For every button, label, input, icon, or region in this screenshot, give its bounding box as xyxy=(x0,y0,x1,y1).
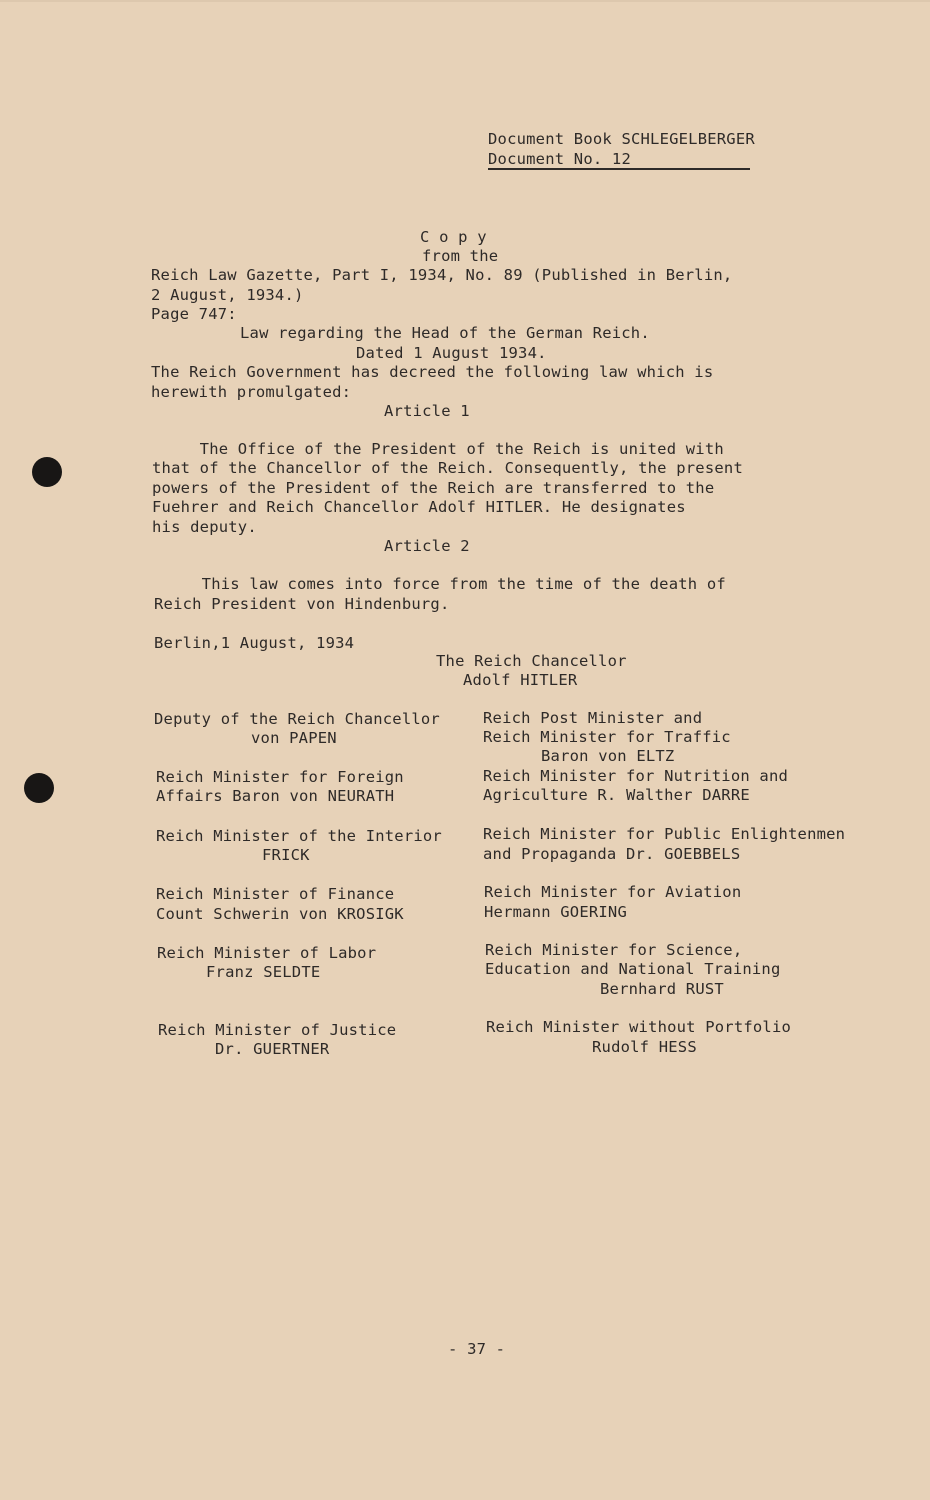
punch-hole-bottom xyxy=(24,773,54,803)
signatory-right-title: Reich Minister without Portfolio xyxy=(486,1018,792,1036)
law-preamble-2: herewith promulgated: xyxy=(151,383,352,401)
signatory-left-title: Reich Minister of Labor xyxy=(157,944,377,962)
signatory-left-title: Reich Minister of Justice xyxy=(158,1021,397,1039)
copy-subtitle: from the xyxy=(422,247,499,265)
signatory-left-name: Franz SELDTE xyxy=(206,963,321,981)
signatory-right-title: Reich Post Minister and xyxy=(483,709,703,727)
signatory-left-title: Deputy of the Reich Chancellor xyxy=(154,710,440,728)
article-1-line: Fuehrer and Reich Chancellor Adolf HITLER. He designates xyxy=(152,498,686,516)
signatory-left-title: Reich Minister of Finance xyxy=(156,885,395,903)
page-number: - 37 - xyxy=(448,1340,506,1358)
chancellor-title: The Reich Chancellor xyxy=(436,652,627,670)
signatory-left-name: Count Schwerin von KROSIGK xyxy=(156,905,404,923)
signatory-left-title: Reich Minister of the Interior xyxy=(156,827,442,845)
article-1-line: his deputy. xyxy=(152,518,257,536)
signatory-right-title: Reich Minister for Science, xyxy=(485,941,743,959)
source-page: Page 747: xyxy=(151,305,237,323)
law-preamble-1: The Reich Government has decreed the following law which is xyxy=(151,363,714,381)
article-1-line: powers of the President of the Reich are transferred to the xyxy=(152,479,715,497)
signatory-right-title: Reich Minister for Traffic xyxy=(483,728,731,746)
signatory-right-name: Agriculture R. Walther DARRE xyxy=(483,786,750,804)
article-2-line: Reich President von Hindenburg. xyxy=(154,595,450,613)
source-line-2: 2 August, 1934.) xyxy=(151,286,304,304)
copy-title: C o p y xyxy=(420,228,487,246)
signatory-right-name: Bernhard RUST xyxy=(600,980,724,998)
document-book-label: Document Book SCHLEGELBERGER xyxy=(488,130,755,148)
paper-edge xyxy=(0,0,930,2)
article-1-line: The Office of the President of the Reich is united with xyxy=(152,440,724,458)
signatory-right-name: and Propaganda Dr. GOEBBELS xyxy=(483,845,741,863)
law-title: Law regarding the Head of the German Reich. xyxy=(240,324,650,342)
signatory-right-title: Reich Minister for Aviation xyxy=(484,883,742,901)
article-1-heading: Article 1 xyxy=(384,402,470,420)
article-2-line: This law comes into force from the time of the death of xyxy=(154,575,726,593)
signatory-right-name: Hermann GOERING xyxy=(484,903,627,921)
article-2-heading: Article 2 xyxy=(384,537,470,555)
law-dated: Dated 1 August 1934. xyxy=(356,344,547,362)
signatory-right-title: Reich Minister for Public Enlightenmen xyxy=(483,825,846,843)
punch-hole-top xyxy=(32,457,62,487)
signatory-right-title: Education and National Training xyxy=(485,960,781,978)
signatory-right-name: Baron von ELTZ xyxy=(541,747,675,765)
article-1-line: that of the Chancellor of the Reich. Consequently, the present xyxy=(152,459,743,477)
signatory-left-name: Affairs Baron von NEURATH xyxy=(156,787,395,805)
signatory-right-title: Reich Minister for Nutrition and xyxy=(483,767,789,785)
signatory-right-name: Rudolf HESS xyxy=(592,1038,697,1056)
source-line-1: Reich Law Gazette, Part I, 1934, No. 89 (Published in Berlin, xyxy=(151,266,733,284)
signatory-left-name: Dr. GUERTNER xyxy=(215,1040,330,1058)
signatory-left-name: FRICK xyxy=(262,846,310,864)
chancellor-name: Adolf HITLER xyxy=(463,671,578,689)
document-number: Document No. 12 xyxy=(488,150,631,168)
signatory-left-name: von PAPEN xyxy=(251,729,337,747)
document-number-underline xyxy=(488,168,750,170)
place-and-date: Berlin,1 August, 1934 xyxy=(154,634,355,652)
signatory-left-title: Reich Minister for Foreign xyxy=(156,768,404,786)
